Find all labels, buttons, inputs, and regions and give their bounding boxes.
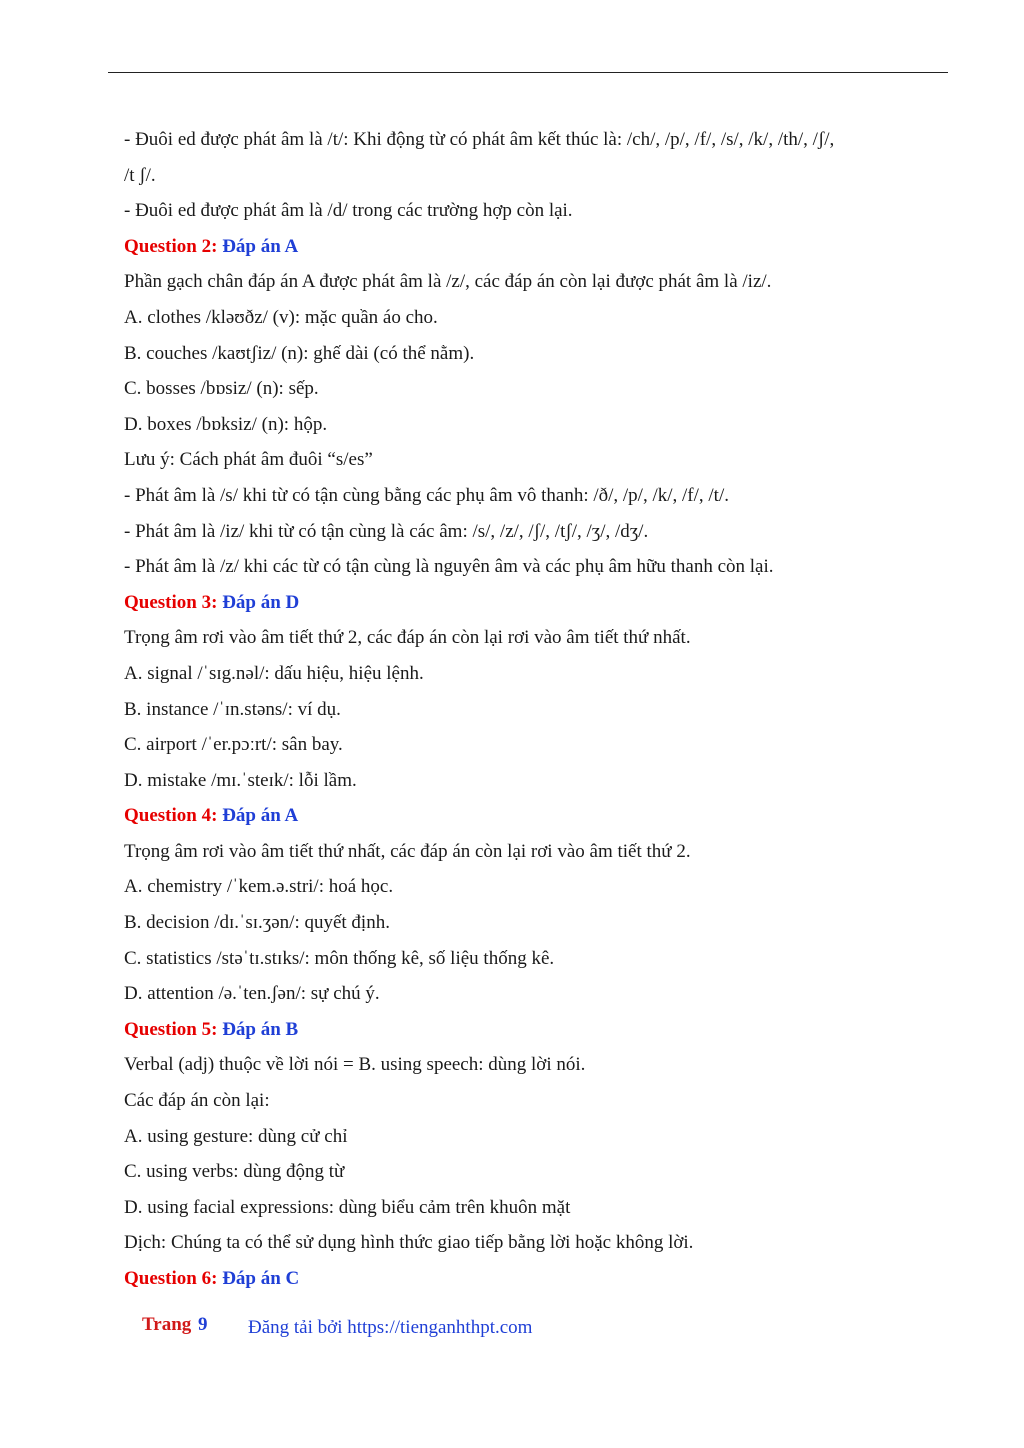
text-line: - Đuôi ed được phát âm là /t/: Khi động từ có phát âm kết thúc là: /ch/, /p/, /f/, /s/, /k/, /th/, /ʃ/, bbox=[124, 129, 835, 150]
text-line: A. chemistry /ˈkem.ə.stri/: hoá học. bbox=[124, 876, 394, 898]
text-line: Dịch: Chúng ta có thể sử dụng hình thức giao tiếp bằng lời hoặc không lời. bbox=[124, 1232, 694, 1254]
text-line: - Phát âm là /z/ khi các từ có tận cùng là nguyên âm và các phụ âm hữu thanh còn lại. bbox=[124, 556, 774, 578]
page-footer bbox=[142, 1314, 533, 1338]
answer-label: Đáp án B bbox=[222, 1018, 299, 1040]
text-line: /t ʃ/. bbox=[124, 164, 156, 186]
text-line: Lưu ý: Cách phát âm đuôi “s/es” bbox=[124, 449, 373, 471]
question-label: Question 5: bbox=[124, 1018, 218, 1040]
text-line: Phần gạch chân đáp án A được phát âm là /z/, các đáp án còn lại được phát âm là /iz/. bbox=[124, 271, 772, 293]
answer-label: Đáp án C bbox=[222, 1268, 300, 1289]
text-line: C. bosses /bɒsiz/ (n): sếp. bbox=[124, 378, 319, 400]
text-line: D. attention /ə.ˈten.ʃən/: sự chú ý. bbox=[124, 983, 380, 1005]
text-line: B. instance /ˈɪn.stəns/: ví dụ. bbox=[124, 698, 341, 720]
text-line: A. signal /ˈsɪg.nəl/: dấu hiệu, hiệu lệnh. bbox=[124, 662, 424, 684]
text-line: D. using facial expressions: dùng biểu cảm trên khuôn mặt bbox=[124, 1196, 571, 1218]
question-heading bbox=[124, 585, 914, 621]
text-line: A. clothes /kləʊðz/ (v): mặc quần áo cho. bbox=[124, 306, 438, 328]
text-line: - Phát âm là /iz/ khi từ có tận cùng là các âm: /s/, /z/, /ʃ/, /tʃ/, /ʒ/, /dʒ/. bbox=[124, 520, 649, 542]
question-label: Question 4: bbox=[124, 805, 218, 827]
question-heading bbox=[124, 1012, 914, 1048]
footer-page-number: 9 bbox=[198, 1314, 208, 1335]
text-line: - Đuôi ed được phát âm là /d/ trong các trường hợp còn lại. bbox=[124, 200, 573, 222]
text-line: Trọng âm rơi vào âm tiết thứ 2, các đáp án còn lại rơi vào âm tiết thứ nhất. bbox=[124, 627, 691, 649]
text-line: D. mistake /mɪ.ˈsteɪk/: lỗi lầm. bbox=[124, 769, 357, 791]
text-line: C. using verbs: dùng động từ bbox=[124, 1161, 345, 1183]
footer-credit: Đăng tải bởi https://tienganhthpt.com bbox=[248, 1317, 533, 1338]
text-line: D. boxes /bɒksiz/ (n): hộp. bbox=[124, 413, 328, 435]
answer-label: Đáp án A bbox=[222, 805, 299, 827]
text-line: Trọng âm rơi vào âm tiết thứ nhất, các đáp án còn lại rơi vào âm tiết thứ 2. bbox=[124, 840, 691, 862]
question-heading bbox=[124, 798, 914, 834]
text-line: A. using gesture: dùng cử chỉ bbox=[124, 1125, 348, 1147]
text-line: - Phát âm là /s/ khi từ có tận cùng bằng các phụ âm vô thanh: /ð/, /p/, /k/, /f/, /t/. bbox=[124, 484, 729, 506]
text-line: B. couches /kaʊtʃiz/ (n): ghế dài (có thể nằm). bbox=[124, 342, 475, 364]
answer-label: Đáp án A bbox=[222, 235, 299, 257]
footer-page-label: Trang bbox=[142, 1314, 192, 1335]
answer-label: Đáp án D bbox=[222, 591, 300, 613]
document-body bbox=[124, 122, 914, 1297]
text-line: C. airport /ˈer.pɔːrt/: sân bay. bbox=[124, 734, 343, 756]
text-line: B. decision /dɪ.ˈsɪ.ʒən/: quyết định. bbox=[124, 912, 390, 934]
text-line: Các đáp án còn lại: bbox=[124, 1090, 270, 1112]
question-heading bbox=[124, 1261, 914, 1297]
header-rule bbox=[108, 72, 948, 73]
question-label: Question 6: bbox=[124, 1268, 218, 1289]
question-label: Question 3: bbox=[124, 591, 218, 613]
question-heading bbox=[124, 229, 914, 265]
text-line: C. statistics /stəˈtɪ.stɪks/: môn thống kê, số liệu thống kê. bbox=[124, 947, 555, 969]
question-label: Question 2: bbox=[124, 235, 218, 257]
text-line: Verbal (adj) thuộc về lời nói = B. using speech: dùng lời nói. bbox=[124, 1054, 586, 1076]
